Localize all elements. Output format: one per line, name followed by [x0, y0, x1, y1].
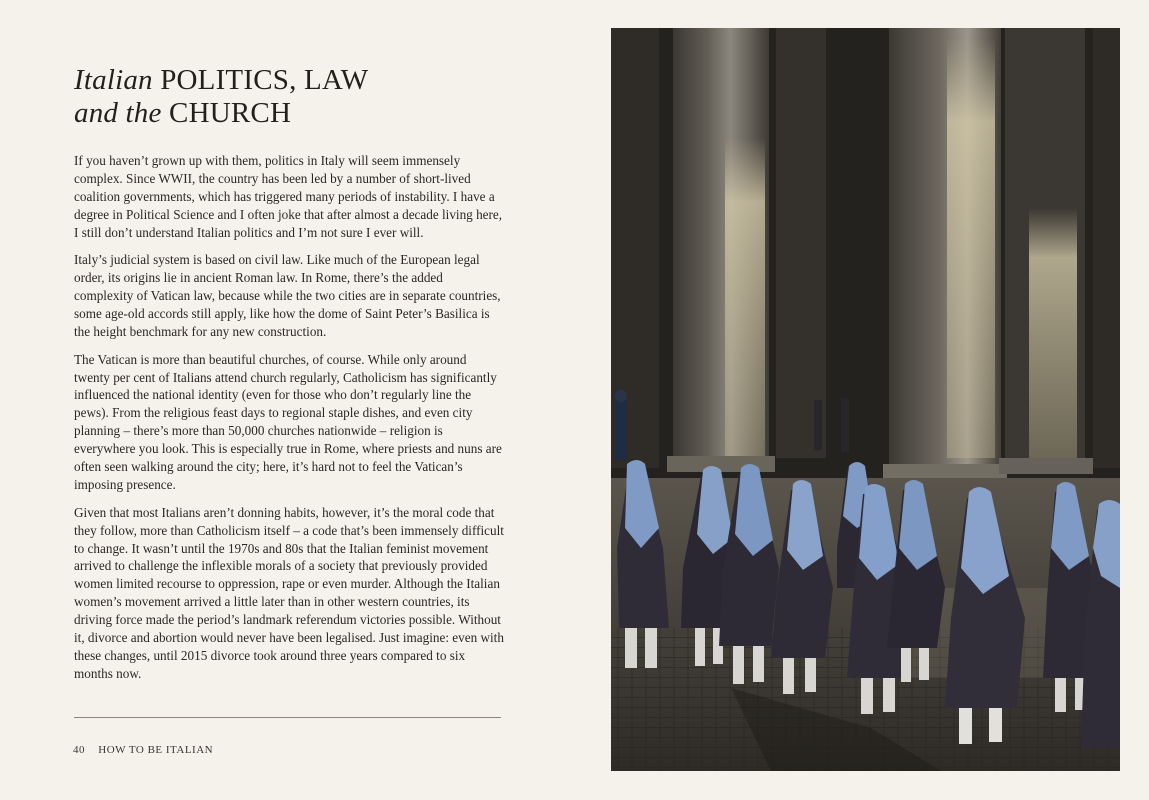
column-5-light	[1029, 208, 1077, 458]
chapter-title	[74, 64, 514, 130]
column-3	[776, 28, 826, 458]
bg-person-1-head	[615, 390, 627, 402]
title-italic-1: Italian	[74, 64, 153, 96]
paragraph-2: Italy’s judicial system is based on civil law. Like much of the European legal order, its origins lie in ancient Roman law. In Rome, there’s the added complexity of Vatican law, because while the two cities are in separate countries, some age-old accords still apply, like how the dome of Saint Peter’s Basilica is the height benchmark for any new construction.	[74, 252, 501, 339]
body-text	[74, 152, 504, 693]
column-base-5	[999, 458, 1093, 474]
title-italic-2: and the	[74, 97, 162, 129]
bg-person-1	[615, 400, 627, 460]
bg-person-3	[841, 398, 849, 452]
footer-rule	[74, 717, 501, 718]
paragraph-3: The Vatican is more than beautiful churches, of course. While only around twenty per cent of Italians attend church regularly, Catholicism has significantly influenced the national identity (even for those who don’t regularly line the pews). From the religious feast days to regional staple dishes, and even city planning – there’s more than 50,000 churches nationwide – religion is everywhere you look. This is especially true in Rome, where priests and nuns are often seen walking around the city; here, it’s hard not to feel the Vatican’s imposing presence.	[74, 351, 502, 492]
column-6	[1093, 28, 1120, 468]
paragraph-4: Given that most Italians aren’t donning habits, however, it’s the moral code that they follow, more than Catholicism itself – a code that’s been immensely difficult to change. It wasn’t until the 1970s and 80s that the Italian feminist movement arrived to challenge the inflexible morals of a society that previously provided women limited recourse to oppression, rape or even murder. Although the Italian women’s movement arrived a little later than in other western countries, its driving force made the period’s landmark referendum victories possible. Without it, divorce and abortion would never have been legalised. Just imagine: even with these changes, until 2015 divorce took around three years compared to six months now.	[74, 504, 504, 681]
column-2-light	[725, 138, 765, 458]
photo-nuns-at-pantheon	[611, 28, 1120, 771]
title-caps-2: CHURCH	[169, 97, 292, 129]
running-head: HOW TO BE ITALIAN	[98, 744, 214, 756]
paragraph-1: If you haven’t grown up with them, politics in Italy will seem immensely complex. Since WWII, the country has been led by a number of short-lived coalition governments, which has triggered many periods of instability. I have a degree in Political Science and I often joke that after almost a decade living here, I still don’t understand Italian politics and I’m not sure I ever will.	[74, 153, 503, 240]
bg-person-2	[814, 400, 822, 450]
page-number: 40	[73, 744, 85, 756]
title-caps-1: POLITICS, LAW	[160, 64, 369, 96]
column-4-light	[947, 38, 995, 458]
footer	[73, 744, 213, 756]
